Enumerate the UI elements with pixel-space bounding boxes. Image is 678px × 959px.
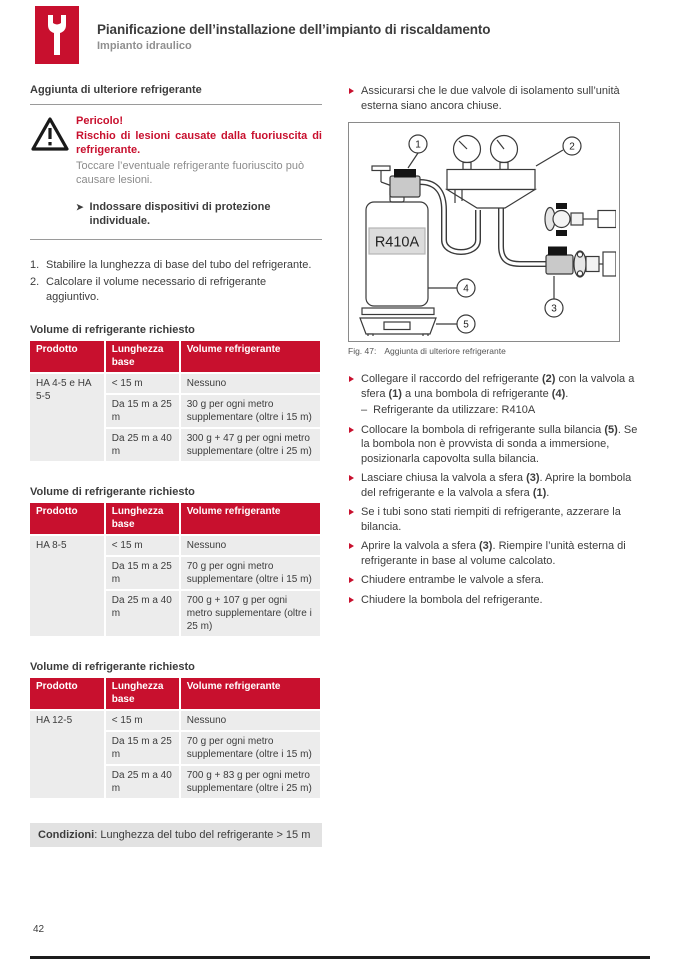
length-cell: Da 25 m a 40 m [106,766,179,798]
step-text: Calcolare il volume necessario di refrigerante aggiuntivo. [46,276,267,303]
instruction-bullet [348,593,648,608]
content-columns [30,84,648,847]
warning-body [76,114,322,229]
left-column [30,84,322,847]
length-cell: < 15 m [106,536,179,555]
numbered-step [30,258,322,273]
figure-caption-text: Aggiunta di ulteriore refrigerante [384,346,506,357]
bullet-arrow-icon [349,88,354,94]
scale-balance [360,308,436,336]
volume-cell: 70 g per ogni metro supplementare (oltre i 15 m) [181,732,320,764]
instruction-bullet [348,471,648,500]
table-row [30,536,320,555]
length-cell: Da 15 m a 25 m [106,395,179,427]
instruction-bullet [348,423,648,467]
refrigerant-table [28,339,322,463]
page-header [35,6,490,64]
instruction-bullet [348,573,648,588]
table-header-cell: Volume refrigerante [181,678,320,709]
bullet-arrow-icon [349,597,354,603]
table-title: Volume di refrigerante richiesto [30,486,195,499]
warning-title: Pericolo! [76,115,124,127]
condition-label: Condizioni [38,829,95,842]
instruction-bullets [348,372,648,607]
wrench-icon [35,6,79,64]
step-text: Stabilire la lunghezza di base del tubo del refrigerante. [46,258,312,271]
table-header-cell: Volume refrigerante [181,341,320,372]
page-title: Pianificazione dell’installazione dell’impianto di riscaldamento [97,22,491,37]
volume-cell: 30 g per ogni metro supplementare (oltre i 15 m) [181,395,320,427]
condition-text: : Lunghezza del tubo del refrigerante > 15 m [94,829,311,842]
callout-2-label: 2 [569,141,575,153]
warning-triangle-icon [30,114,76,229]
table-header-cell: Prodotto [30,341,104,372]
table-header-cell: Prodotto [30,503,104,534]
volume-cell: 70 g per ogni metro supplementare (oltre i 15 m) [181,557,320,589]
refrigerant-table-block [30,486,322,638]
refrigerant-tables [30,324,322,800]
numbered-step [30,275,322,304]
refrigerant-table [28,676,322,800]
bullet-arrow-icon [349,577,354,583]
product-cell: HA 12-5 [30,711,104,798]
volume-cell: 700 g + 83 g per ogni metro supplementare (oltre i 25 m) [181,766,320,798]
step-number: 2. [30,276,40,289]
volume-cell: Nessuno [181,374,320,393]
warning-consequence-text: Toccare l’eventuale refrigerante fuoriuscito può causare lesioni. [76,159,305,187]
volume-cell: Nessuno [181,711,320,730]
warning-risk-text: Rischio di lesioni causate dalla fuoriuscita di refrigerante. [76,129,322,157]
callout-5-label: 5 [463,319,469,331]
subitem-dash: – [361,404,368,417]
table-title: Volume di refrigerante richiesto [30,661,195,674]
bullet-arrow-icon [349,376,354,382]
instruction-bullet [348,539,648,568]
instruction-bullet [348,84,648,113]
isolation-valve-upper [545,203,616,236]
page-subtitle: Impianto idraulico [97,40,192,52]
table-header-row [30,678,320,709]
ball-valve-3 [546,247,616,278]
warning-action [76,200,322,229]
length-cell: < 15 m [106,711,179,730]
instruction-bullet [348,505,648,534]
bullet-text: Collocare la bombola di refrigerante sulla bilancia (5). Se la bombola non è provvista di sonda a immersione, posizionarla capovolta sulla bilancia. [361,423,638,465]
refrigerant-table-block [30,661,322,800]
subitem-text: Refrigerante da utilizzare: R410A [373,404,536,417]
action-arrow-icon: ➤ [76,201,84,212]
table-header-cell: Prodotto [30,678,104,709]
danger-warning-box [30,104,322,240]
condition-bar [30,823,322,847]
bottle-label: R410A [374,234,420,251]
bullet-arrow-icon [349,509,354,515]
table-header-cell: Volume refrigerante [181,503,320,534]
callout-3-label: 3 [551,303,557,315]
table-header-row [30,503,320,534]
table-title: Volume di refrigerante richiesto [30,324,195,337]
length-cell: Da 15 m a 25 m [106,732,179,764]
volume-cell: Nessuno [181,536,320,555]
right-column [348,84,648,847]
table-row [30,374,320,393]
table-row [30,711,320,730]
product-cell: HA 4-5 e HA 5-5 [30,374,104,461]
bullet-arrow-icon [349,475,354,481]
table-header-cell: Lunghezza base [106,678,179,709]
manifold-gauge-set [447,136,535,209]
bullet-text: Lasciare chiusa la valvola a sfera (3). Aprire la bombola del refrigerante e la valvola a sfera (1). [361,472,632,499]
length-cell: < 15 m [106,374,179,393]
section-title: Aggiunta di ulteriore refrigerante [30,84,202,96]
bullet-subitem [361,403,648,418]
instruction-bullet [348,372,648,418]
length-cell: Da 25 m a 40 m [106,429,179,461]
volume-cell: 300 g + 47 g per ogni metro supplementare (oltre i 25 m) [181,429,320,461]
length-cell: Da 25 m a 40 m [106,591,179,636]
warning-action-text: Indossare dispositivi di protezione individuale. [89,200,271,228]
step-number: 1. [30,258,40,271]
bullet-arrow-icon [349,427,354,433]
figure-caption [348,346,648,356]
bullet-text: Se i tubi sono stati riempiti di refrigerante, azzerare la bilancia. [361,506,621,533]
bullet-text: Chiudere la bombola del refrigerante. [361,593,543,606]
callout-4-label: 4 [463,283,469,295]
callout-1-label: 1 [415,139,421,151]
bullet-text: Chiudere entrambe le valvole a sfera. [361,574,544,587]
numbered-steps [30,258,322,305]
table-header-cell: Lunghezza base [106,341,179,372]
header-text [97,6,490,52]
bullet-text: Assicurarsi che le due valvole di isolamento sull’unità esterna siano ancora chiuse. [361,85,620,112]
refrigerant-table [28,501,322,638]
bullet-arrow-icon [349,543,354,549]
figure-caption-label: Fig. 47: [348,346,377,357]
volume-cell: 700 g + 107 g per ogni metro supplementare (oltre i 25 m) [181,591,320,636]
bullet-text: Collegare il raccordo del refrigerante (2) con la valvola a sfera (1) a una bombola di refrigerante (4). – Refrigerante da utilizzare: R410A [361,372,648,418]
page-number: 42 [33,924,45,935]
intro-bullet-holder [348,84,648,113]
length-cell: Da 15 m a 25 m [106,557,179,589]
refrigerant-table-block [30,324,322,463]
bullet-text: Aprire la valvola a sfera (3). Riempire l’unità esterna di refrigerante in base al volume calcolato. [361,540,626,567]
table-header-row [30,341,320,372]
table-header-cell: Lunghezza base [106,503,179,534]
figure-47-diagram [348,122,620,342]
product-cell: HA 8-5 [30,536,104,636]
